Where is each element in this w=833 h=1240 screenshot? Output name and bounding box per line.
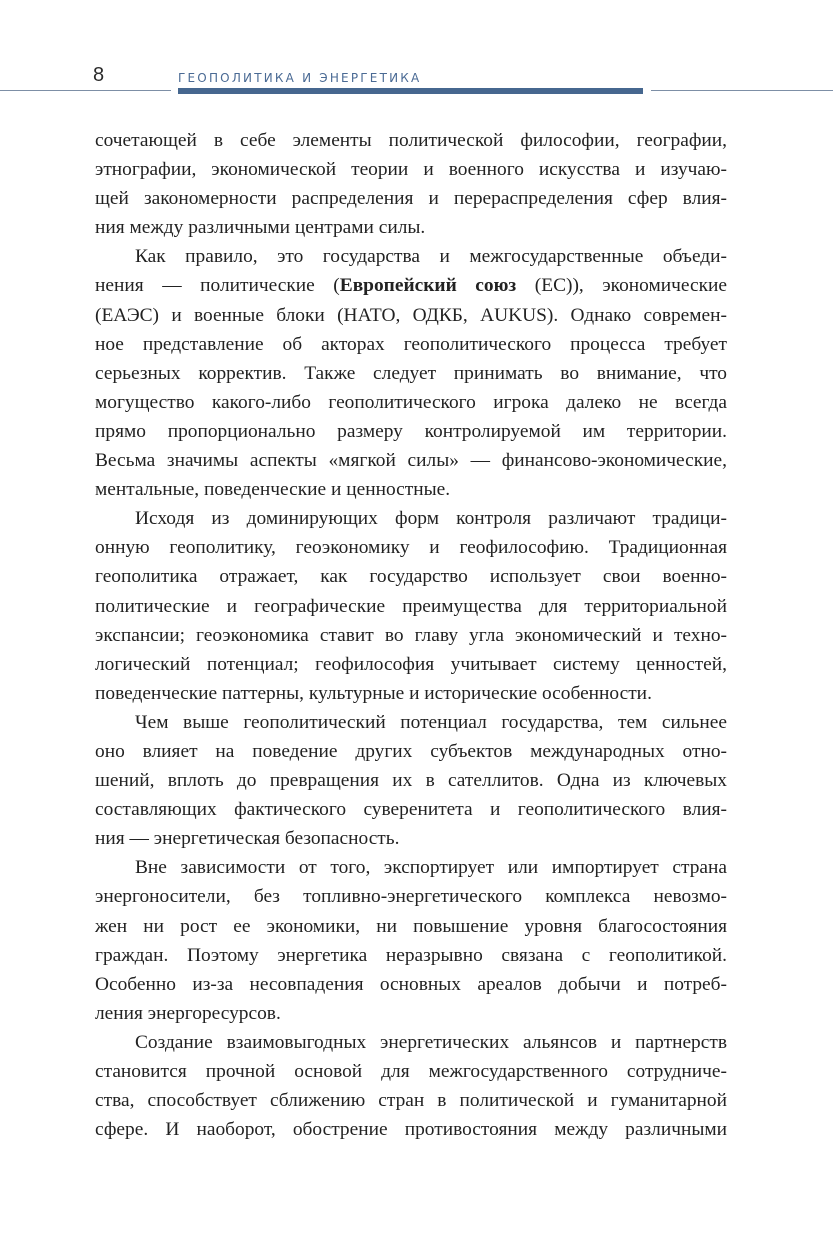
text-line: Весьма значимы аспекты «мягкой силы» — финансово-экономические, — [95, 450, 727, 472]
paragraph-3 — [95, 504, 727, 708]
text-line: логический потенциал; геофилософия учитывает систему ценностей, — [95, 653, 727, 675]
text-line: геополитика отражает, как государство использует свои военно- — [95, 566, 727, 588]
text-line: могущество какого-либо геополитического игрока далеко не всегда — [95, 391, 727, 413]
text-line: граждан. Поэтому энергетика неразрывно связана с геополитикой. — [95, 944, 727, 966]
paragraph-6 — [95, 1028, 727, 1144]
text-line: ния между различными центрами силы. — [95, 217, 426, 239]
text-line: ментальные, поведенческие и ценностные. — [95, 479, 451, 501]
header-accent-bar — [178, 88, 643, 94]
text-line: Чем выше геополитический потенциал государства, тем сильнее — [135, 711, 727, 733]
running-title: ГЕОПОЛИТИКА И ЭНЕРГЕТИКА — [178, 71, 422, 85]
text-line: сфере. И наоборот, обострение противостояния между различными — [95, 1119, 727, 1141]
text-line: Вне зависимости от того, экспортирует или импортирует страна — [135, 857, 727, 879]
text-line: становится прочной основой для межгосударственного сотрудниче- — [95, 1061, 727, 1082]
text-line: энергоносители, без топливно-энергетического комплекса невозмо- — [95, 886, 727, 908]
text-line: ное представление об акторах геополитического процесса требует — [95, 333, 727, 355]
text-line: этнографии, экономической теории и военного искусства и изучаю- — [95, 159, 727, 181]
text-run: нения — политические ( — [95, 275, 340, 297]
text-line: сочетающей в себе элементы политической философии, географии, — [95, 130, 727, 151]
text-line: Создание взаимовыгодных энергетических альянсов и партнерств — [135, 1031, 727, 1053]
text-line: составляющих фактического суверенитета и геополитического влия- — [95, 799, 727, 821]
body-text — [95, 126, 727, 1144]
text-line-with-bold — [95, 271, 727, 300]
header-rule-right — [651, 90, 833, 91]
text-line: шений, вплоть до превращения их в сателлитов. Одна из ключевых — [95, 770, 727, 792]
text-line: оно влияет на поведение других субъектов международных отно- — [95, 740, 727, 762]
text-line: онную геополитику, геоэкономику и геофилософию. Традиционная — [95, 537, 727, 559]
text-line: Особенно из-за несовпадения основных ареалов добычи и потреб- — [95, 973, 727, 995]
text-run: (ЕС)), экономические — [516, 275, 728, 297]
text-line: жен ни рост ее экономики, ни повышение уровня благосостояния — [95, 915, 727, 937]
text-line: серьезных корректив. Также следует принимать во внимание, что — [95, 362, 727, 384]
text-line: (ЕАЭС) и военные блоки (НАТО, ОДКБ, AUKUS). Однако современ- — [95, 304, 727, 326]
text-line: прямо пропорционально размеру контролируемой им территории. — [95, 420, 727, 442]
text-line: ления энергоресурсов. — [95, 1002, 281, 1024]
header-rule-left — [0, 90, 171, 91]
text-line: Как правило, это государства и межгосударственные объеди- — [135, 246, 727, 268]
bold-term: Европейский союз — [339, 275, 517, 297]
text-line: Исходя из доминирующих форм контроля различают традици- — [135, 508, 727, 530]
paragraph-4 — [95, 708, 727, 853]
text-line: ства, способствует сближению стран в политической и гуманитарной — [95, 1090, 727, 1112]
paragraph-1 — [95, 126, 727, 242]
text-line: щей закономерности распределения и перераспределения сфер влия- — [95, 188, 727, 210]
text-line: политические и географические преимущества для территориальной — [95, 595, 727, 617]
paragraph-5 — [95, 853, 727, 1028]
text-line: поведенческие паттерны, культурные и исторические особенности. — [95, 682, 652, 704]
text-line: экспансии; геоэкономика ставит во главу угла экономический и техно- — [95, 624, 727, 646]
paragraph-2 — [95, 242, 727, 504]
page-number: 8 — [93, 64, 105, 86]
text-line: ния — энергетическая безопасность. — [95, 828, 400, 850]
